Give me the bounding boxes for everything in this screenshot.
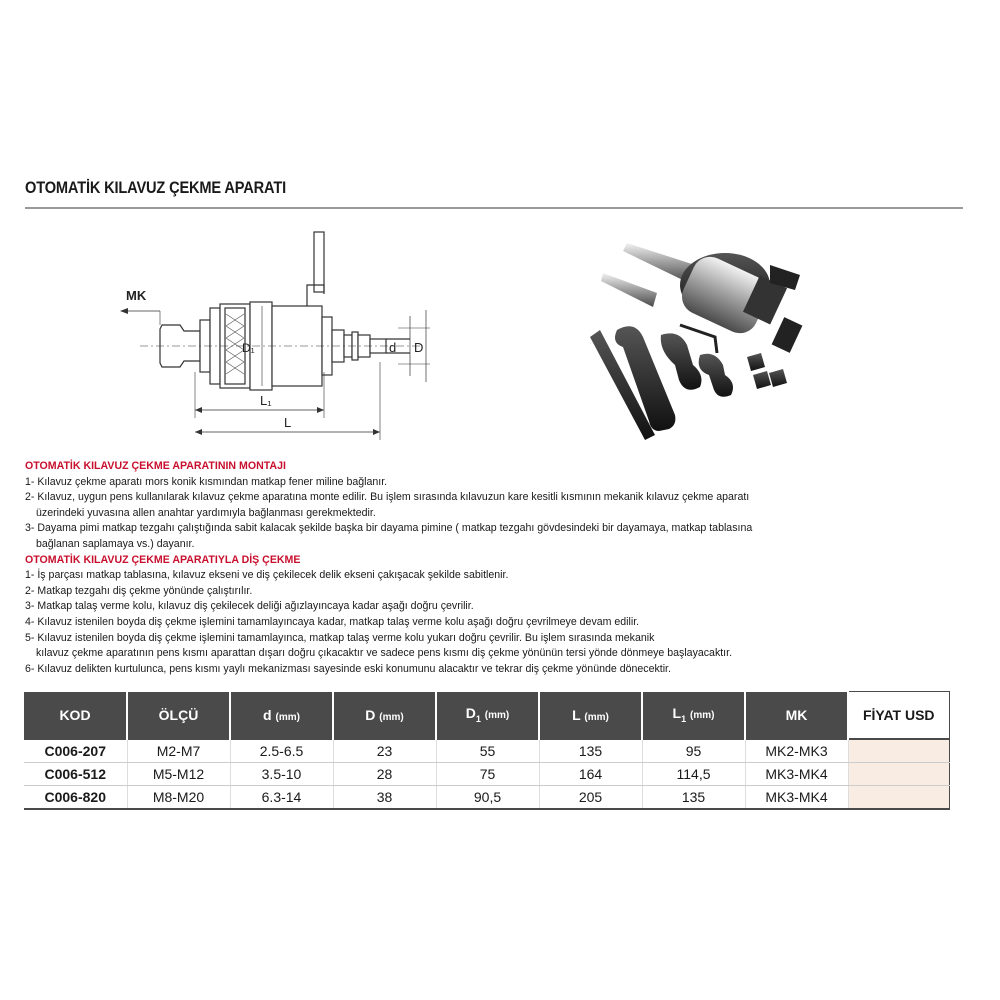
label-mk: MK <box>126 288 147 303</box>
dis-cekme-line: 2- Matkap tezgahı diş çekme yönünde çalıştırılır. <box>25 584 253 597</box>
table-row <box>24 763 949 786</box>
label-l1: L₁ <box>260 393 272 408</box>
cell-fiyat <box>848 786 949 810</box>
col-header-kod: KOD <box>24 692 127 740</box>
cell-L: 205 <box>539 786 642 810</box>
cell-kod: C006-820 <box>24 786 127 810</box>
cell-olcu: M2-M7 <box>127 739 230 763</box>
cell-fiyat <box>848 739 949 763</box>
cell-L: 135 <box>539 739 642 763</box>
cell-L: 164 <box>539 763 642 786</box>
montaj-heading: OTOMATİK KILAVUZ ÇEKME APARATININ MONTAJI <box>25 460 286 472</box>
label-l: L <box>284 415 292 430</box>
montaj-line: 2- Kılavuz, uygun pens kullanılarak kılavuz çekme aparatına monte edilir. Bu işlem sırasında kılavuzun kare kesitli kısmının mekanik kılavuz çekme aparatı <box>25 491 750 504</box>
montaj-line: 3- Dayama pimi matkap tezgahı çalıştığında sabit kalacak şekilde başka bir dayama pimine ( matkap tezgahı gövdesindeki bir dayamaya, matkap tablasına <box>25 522 753 535</box>
product-photo <box>575 225 825 445</box>
cell-mk: MK2-MK3 <box>745 739 848 763</box>
col-header-d: d (mm) <box>230 692 333 740</box>
page-title: OTOMATİK KILAVUZ ÇEKME APARATI <box>25 178 286 197</box>
cell-D1: 55 <box>436 739 539 763</box>
col-header-mk: MK <box>745 692 848 740</box>
label-d: d <box>389 340 397 355</box>
spec-table <box>24 691 950 810</box>
montaj-line: üzerindeki yuvasına allen anahtar yardımıyla bağlanması gerekmektedir. <box>36 506 376 519</box>
cell-L1: 114,5 <box>642 763 745 786</box>
cell-mk: MK3-MK4 <box>745 763 848 786</box>
title-divider <box>25 207 963 209</box>
table-row <box>24 786 949 810</box>
cell-kod: C006-512 <box>24 763 127 786</box>
montaj-line: 1- Kılavuz çekme aparatı mors konik kısmından matkap fener miline bağlanır. <box>25 475 388 488</box>
dis-cekme-line: 6- Kılavuz delikten kurtulunca, pens kısmı yaylı mekanizması sayesinde eski konumunu alacaktır ve tekrar diş çekme yönünde dönecektir. <box>25 662 671 675</box>
col-header-D: D (mm) <box>333 692 436 740</box>
dis-cekme-line: 3- Matkap talaş verme kolu, kılavuz diş çekilecek deliği ağızlayıncaya kadar aşağı doğru çevrilir. <box>25 600 474 613</box>
instructions <box>25 459 975 677</box>
cell-d: 3.5-10 <box>230 763 333 786</box>
col-header-fiyat: FİYAT USD <box>848 692 949 740</box>
dis-cekme-line: 4- Kılavuz istenilen boyda diş çekme işlemini tamamlayıncaya kadar, matkap talaş verme kolu aşağı doğru çevrilmeye devam edilir. <box>25 615 640 628</box>
montaj-line: bağlanan saplamaya vs.) dayanır. <box>36 537 195 550</box>
dis-cekme-line: 5- Kılavuz istenilen boyda diş çekme işlemini tamamlayınca, matkap talaş verme kolu yukarı doğru çevrilir. Bu işlem sırasında mekanik <box>25 631 655 644</box>
technical-drawing <box>100 222 450 444</box>
cell-D: 23 <box>333 739 436 763</box>
cell-d: 2.5-6.5 <box>230 739 333 763</box>
cell-fiyat <box>848 763 949 786</box>
cell-D: 28 <box>333 763 436 786</box>
cell-L1: 95 <box>642 739 745 763</box>
col-header-L: L (mm) <box>539 692 642 740</box>
cell-L1: 135 <box>642 786 745 810</box>
cell-d: 6.3-14 <box>230 786 333 810</box>
cell-mk: MK3-MK4 <box>745 786 848 810</box>
col-header-D1: $D_1$ (mm) <box>436 692 539 740</box>
cell-D1: 90,5 <box>436 786 539 810</box>
col-header-olcu: ÖLÇÜ <box>127 692 230 740</box>
cell-kod: C006-207 <box>24 739 127 763</box>
dis-cekme-heading: OTOMATİK KILAVUZ ÇEKME APARATIYLA DİŞ ÇEKME <box>25 553 301 566</box>
label-d1: D₁ <box>242 341 255 355</box>
dis-cekme-line: 1- İş parçası matkap tablasına, kılavuz ekseni ve diş çekilecek delik ekseni çakışacak şekilde sabitlenir. <box>25 569 509 582</box>
cell-olcu: M8-M20 <box>127 786 230 810</box>
label-D: D <box>414 340 424 355</box>
cell-D1: 75 <box>436 763 539 786</box>
table-header-row <box>24 692 949 740</box>
cell-D: 38 <box>333 786 436 810</box>
cell-olcu: M5-M12 <box>127 763 230 786</box>
col-header-L1: $L_1$ (mm) <box>642 692 745 740</box>
table-row <box>24 739 949 763</box>
dis-cekme-line: kılavuz çekme aparatının pens kısmı aparattan dışarı doğru çıkacaktır ve sadece pens kısmı diş çekme yönünün tersi yönde dönmeye başlayacaktır. <box>36 647 733 660</box>
